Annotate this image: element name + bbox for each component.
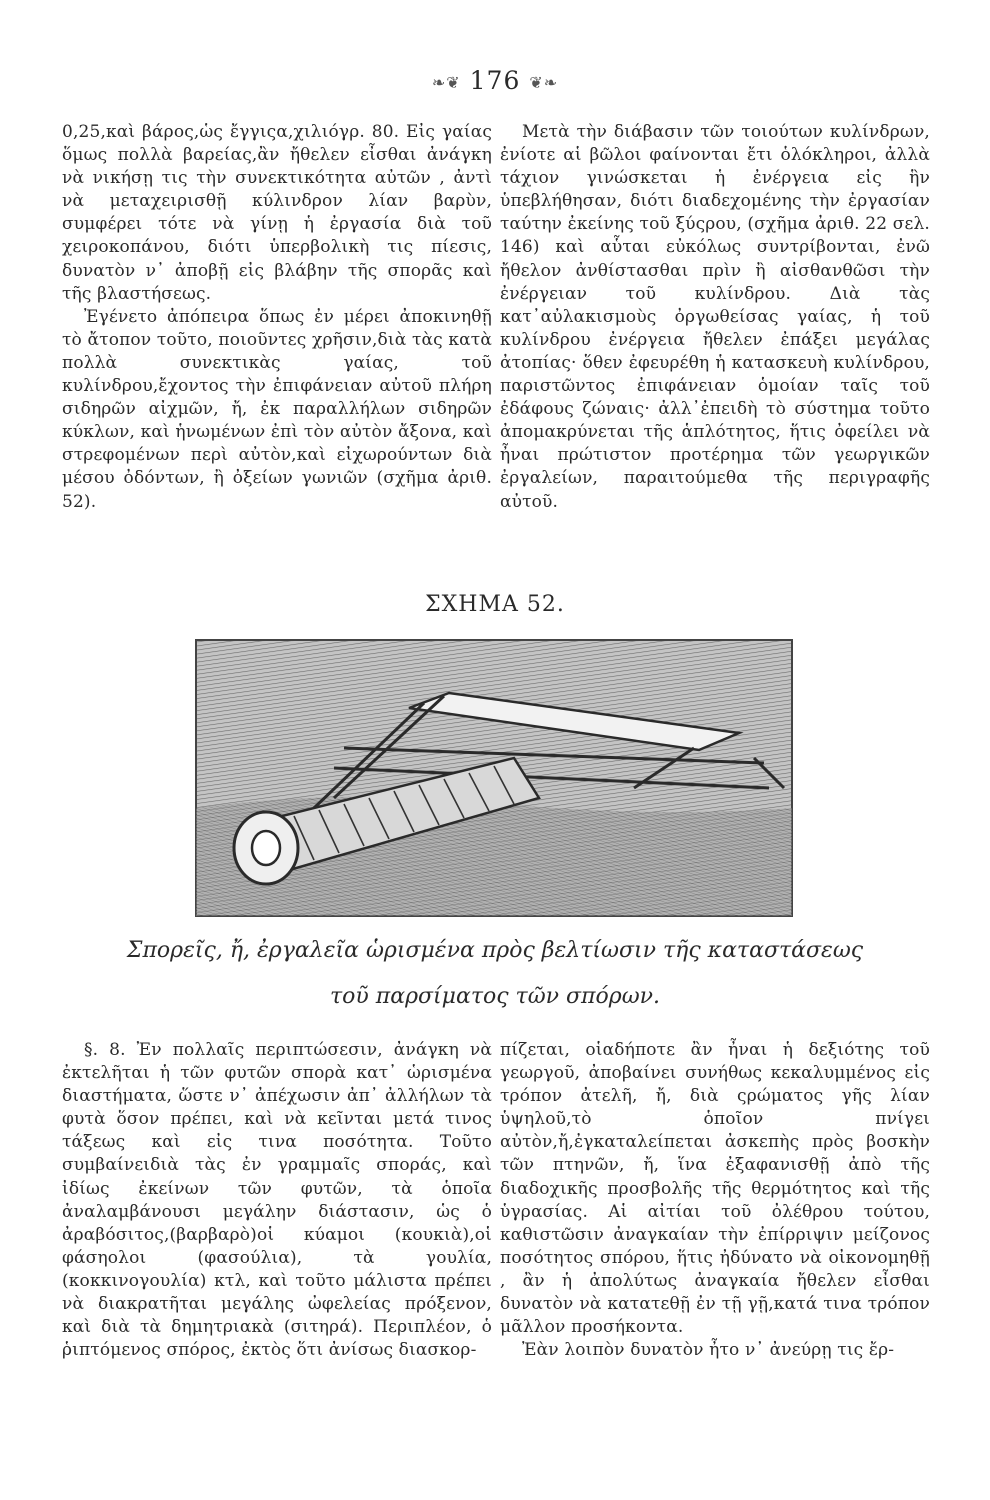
top-left-column <box>62 121 492 514</box>
figure-caption-line-2: τοῦ παρσίματος τῶν σπόρων. <box>330 984 660 1009</box>
paragraph: Ἐγένετο ἀπόπειρα ὅπως ἐν μέρει ἀποκινηθῇ τὸ ἄτοπον τοῦτο, ποιοῦντες χρῆσιν,διὰ τὰς κατὰ πολλὰ συνεκτικὰς γαίας, τοῦ κυλίνδρου,ἔχοντος τὴν ἐπιφάνειαν αὐτοῦ πλήρη σιδηρῶν αἰχμῶν, ἤ, ἐκ παραλλήλων σιδηρῶν κύκλων, καὶ ἡνωμένων ἐπὶ τὸν αὐτὸν ἄξονα, καὶ στρεφομένων περὶ αὐτὸν,καὶ εἰχωρούντων διὰ μέσου ὀδόντων, ἢ ὀξείων γωνιῶν (σχῆμα ἀριθ. 52). <box>62 306 492 512</box>
ornament-left-icon: ❧❦ <box>431 73 461 92</box>
bottom-left-column <box>62 1039 492 1362</box>
bottom-right-column <box>500 1039 930 1362</box>
figure-caption-line-1: Σπορεῖς, ἤ, ἐργαλεῖα ὡρισμένα πρὸς βελτίωσιν τῆς καταστάσεως <box>126 938 864 963</box>
paragraph: Μετὰ τὴν διάβασιν τῶν τοιούτων κυλίνδρων, ἐνίοτε αἱ βῶλοι φαίνονται ἔτι ὁλόκληροι, ἀλλὰ τάχιον γινώσκεται ἡ ἐνέργεια εἰς ἣν ὑπεβλήθησαν, διότι διαδεχομένης τὴν ἐργασίαν ταύτην ἐκείνης τοῦ ξύςρου, (σχῆμα ἀριθ. 22 σελ. 146) καὶ αὗται εὐκόλως συντρίβονται, ἐνῶ ἤθελον ἀνθίστασθαι πρὶν ἢ αἰσθανθῶσι τὴν ἐνέργειαν τοῦ κυλίνδρου. Διὰ τὰς κατ᾽αὐλακισμοὺς ὀργωθείσας γαίας, ἡ τοῦ κυλίνδρου ἐνέργεια ἤθελεν ἐπάξει μεγάλας ἀτοπίας· ὅθεν ἐφευρέθη ἡ κατασκευὴ κυλίνδρου, παριστῶντος ἐπιφάνειαν ὁμοίαν ταῖς τοῦ ἐδάφους ζώναις· ἀλλ᾽ἐπειδὴ τὸ σύστημα τοῦτο ἀπομακρύνεται τῆς ἁπλότητος, ἥτις ὀφείλει νὰ ἦναι πρώτιστον προτέρημα τῶν γεωργικῶν ἐργαλείων, παραιτούμεθα τῆς περιγραφῆς αὐτοῦ. <box>500 122 930 512</box>
paragraph: Ἐὰν λοιπὸν δυνατὸν ἦτο ν᾽ ἀνεύρῃ τις ἔρ- <box>522 1340 895 1361</box>
seed-roller-illustration <box>194 638 794 918</box>
paragraph: πίζεται, οἱαδήποτε ἂν ἦναι ἡ δεξιότης τοῦ γεωργοῦ, ἀποβαίνει συνήθως κεκαλυμμένος εἰς τρόπον ἀτελῆ, ἤ, διὰ ςρώματος γῆς λίαν ὑψηλοῦ,τὸ ὁποῖον πνίγει αὐτὸν,ἤ,ἐγκαταλείπεται ἀσκεπὴς πρὸς βοσκὴν τῶν πτηνῶν, ἤ, ἵνα ἐξαφανισθῇ ἀπὸ τῆς διαδοχικῆς προσβολῆς τῆς θερμότητος καὶ τῆς ὑγρασίας. Αἱ αἰτίαι τοῦ ὀλέθρου τούτου, καθιστῶσιν ἀναγκαίαν τὴν ἐπίρριψιν μείζονος ποσότητος σπόρου, ἥτις ἠδύνατο νὰ οἰκονομηθῇ , ἂν ἡ ἀπολύτως ἀναγκαία ἤθελεν εἶσθαι δυνατὸν νὰ κατατεθῇ ἐν τῇ γῇ,κατά τινα τρόπον μᾶλλον προσήκοντα. <box>500 1040 930 1338</box>
figure-title: ΣΧΗΜΑ 52. <box>425 592 565 617</box>
figure-engraving <box>194 638 794 918</box>
paragraph: §. 8. Ἐν πολλαῖς περιπτώσεσιν, ἀνάγκη νὰ ἐκτελῆται ἡ τῶν φυτῶν σπορὰ κατ᾽ ὡρισμένα διαστήματα, ὥστε ν᾽ ἀπέχωσιν ἀπ᾽ ἀλλήλων τὰ φυτὰ ὅσον πρέπει, καὶ νὰ κεῖνται μετά τινος τάξεως καὶ εἰς τινα ποσότητα. Τοῦτο συμβαίνειδιὰ τὰς ἐν γραμμαῖς σποράς, καὶ ἰδίως ἐκείνων τῶν φυτῶν, τὰ ὁποῖα ἀναλαμβάνουσι μεγάλην διάστασιν, ὡς ὁ ἀραβόσιτος,(βαρβαρὸ)οἱ κύαμοι (κουκιὰ),οἱ φάσηολοι (φασούλια), τὰ γουλία, (κοκκινογουλία) κτλ, καὶ τοῦτο μάλιστα πρέπει νὰ διακρατῆται μεγάλης ὠφελείας πρόξενον, καὶ διὰ τὰ δημητριακὰ (σιτηρά). Περιπλέον, ὁ ῥιπτόμενος σπόρος, ἐκτὸς ὅτι ἀνίσως διασκορ- <box>62 1040 492 1361</box>
page-header <box>0 66 990 95</box>
page-number: 176 <box>469 66 521 95</box>
ornament-right-icon: ❦❧ <box>529 73 559 92</box>
paragraph: 0,25,καὶ βάρος,ὡς ἔγγιςα,χιλιόγρ. 80. Εἰς γαίας ὅμως πολλὰ βαρείας,ἂν ἤθελεν εἶσθαι ἀνάγκη νὰ νικήσῃ τις τὴν συνεκτικότητα αὐτῶν , ἀντὶ νὰ μεταχειρισθῇ κύλινδρον λίαν βαρὺν, συμφέρει τότε νὰ γίνῃ ἡ ἐργασία διὰ τοῦ χειροκοπάνου, διότι ὑπερβολικὴ τις πίεσις, δυνατὸν ν᾽ ἀποβῇ εἰς βλάβην τῆς σπορᾶς καὶ τῆς βλαστήσεως. <box>62 122 492 304</box>
top-right-column <box>500 121 930 514</box>
